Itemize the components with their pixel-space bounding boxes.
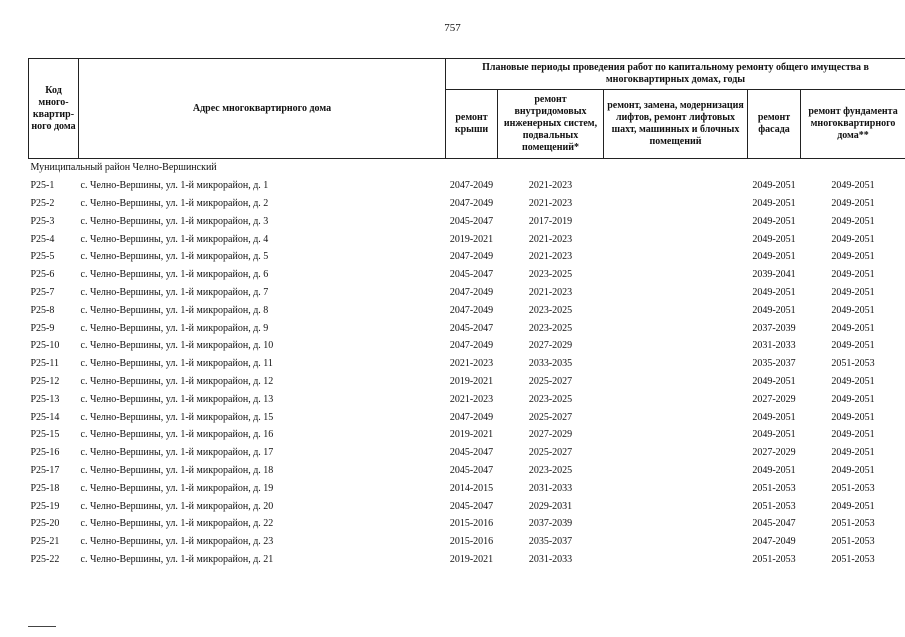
cell-address: с. Челно-Вершины, ул. 1-й микрорайон, д. 3 [80, 215, 269, 227]
cell-foundation: 2049-2051 [831, 464, 875, 476]
cell-facade: 2049-2051 [752, 233, 796, 245]
cell-roof: 2045-2047 [449, 215, 494, 227]
table-row [29, 462, 905, 480]
cell-facade: 2031-2033 [752, 340, 796, 352]
table-row [29, 515, 905, 533]
cell-facade: 2049-2051 [752, 215, 796, 227]
cell-address: с. Челно-Вершины, ул. 1-й микрорайон, д. 22 [80, 518, 274, 530]
cell-code: Р25-8 [30, 304, 55, 316]
cell-facade: 2049-2051 [752, 429, 796, 441]
cell-foundation: 2051-2053 [831, 536, 875, 548]
table-row [29, 301, 905, 319]
cell-address: с. Челно-Вершины, ул. 1-й микрорайон, д. 15 [80, 411, 274, 423]
cell-elevators [604, 195, 748, 213]
cell-code: Р25-12 [30, 375, 60, 387]
cell-roof: 2045-2047 [449, 464, 494, 476]
cell-facade: 2049-2051 [752, 197, 796, 209]
cell-address: с. Челно-Вершины, ул. 1-й микрорайон, д. 21 [80, 553, 274, 565]
cell-elevators [604, 355, 748, 373]
table-row [29, 337, 905, 355]
cell-roof: 2015-2016 [449, 518, 494, 530]
cell-elevators [604, 248, 748, 266]
cell-address: с. Челно-Вершины, ул. 1-й микрорайон, д. 5 [80, 251, 269, 263]
cell-facade: 2049-2051 [752, 251, 796, 263]
cell-address: с. Челно-Вершины, ул. 1-й микрорайон, д. 18 [80, 464, 274, 476]
cell-elevators [604, 373, 748, 391]
cell-foundation: 2049-2051 [831, 375, 875, 387]
cell-facade: 2051-2053 [752, 553, 796, 565]
cell-foundation: 2051-2053 [831, 358, 875, 370]
cell-systems: 2031-2033 [528, 553, 573, 565]
cell-code: Р25-4 [30, 233, 55, 245]
cell-roof: 2045-2047 [449, 322, 494, 334]
cell-roof: 2019-2021 [449, 429, 494, 441]
cell-systems: 2021-2023 [528, 233, 573, 245]
cell-roof: 2014-2015 [449, 482, 494, 494]
page-number: 757 [444, 22, 461, 34]
cell-foundation: 2049-2051 [831, 429, 875, 441]
cell-address: с. Челно-Вершины, ул. 1-й микрорайон, д. 2 [80, 197, 269, 209]
cell-code: Р25-11 [30, 358, 60, 370]
cell-code: Р25-3 [30, 215, 55, 227]
table-row [29, 373, 905, 391]
cell-address: с. Челно-Вершины, ул. 1-й микрорайон, д. 6 [80, 269, 269, 281]
cell-elevators [604, 284, 748, 302]
cell-code: Р25-18 [30, 482, 60, 494]
cell-address: с. Челно-Вершины, ул. 1-й микрорайон, д. 13 [80, 393, 274, 405]
cell-systems: 2025-2027 [528, 411, 573, 423]
cell-foundation: 2051-2053 [831, 482, 875, 494]
region-row [29, 159, 905, 177]
cell-foundation: 2051-2053 [831, 553, 875, 565]
cell-systems: 2021-2023 [528, 286, 573, 298]
cell-address: с. Челно-Вершины, ул. 1-й микрорайон, д. 1 [80, 180, 269, 192]
header-foundation: ремонт фундамента многоквартирного дома** [801, 90, 905, 159]
cell-roof: 2019-2021 [449, 375, 494, 387]
cell-code: Р25-6 [30, 269, 55, 281]
cell-facade: 2051-2053 [752, 500, 796, 512]
cell-systems: 2023-2025 [528, 464, 573, 476]
cell-code: Р25-13 [30, 393, 60, 405]
cell-roof: 2045-2047 [449, 447, 494, 459]
cell-code: Р25-7 [30, 286, 55, 298]
cell-roof: 2047-2049 [449, 180, 494, 192]
cell-systems: 2023-2025 [528, 393, 573, 405]
cell-systems: 2023-2025 [528, 269, 573, 281]
cell-roof: 2015-2016 [449, 536, 494, 548]
cell-address: с. Челно-Вершины, ул. 1-й микрорайон, д. 4 [80, 233, 269, 245]
cell-elevators [604, 533, 748, 551]
footer-divider [28, 626, 56, 627]
cell-code: Р25-20 [30, 518, 60, 530]
cell-code: Р25-1 [30, 180, 55, 192]
table-row [29, 479, 905, 497]
cell-roof: 2047-2049 [449, 411, 494, 423]
cell-roof: 2047-2049 [449, 286, 494, 298]
cell-elevators [604, 479, 748, 497]
cell-code: Р25-21 [30, 536, 60, 548]
cell-foundation: 2051-2053 [831, 518, 875, 530]
cell-address: с. Челно-Вершины, ул. 1-й микрорайон, д. 23 [80, 536, 274, 548]
table-row [29, 390, 905, 408]
cell-address: с. Челно-Вершины, ул. 1-й микрорайон, д. 11 [80, 358, 273, 370]
cell-systems: 2021-2023 [528, 251, 573, 263]
cell-elevators [604, 444, 748, 462]
cell-facade: 2049-2051 [752, 375, 796, 387]
cell-code: Р25-15 [30, 429, 60, 441]
cell-systems: 2037-2039 [528, 518, 573, 530]
cell-roof: 2047-2049 [449, 304, 494, 316]
cell-facade: 2049-2051 [752, 180, 796, 192]
cell-code: Р25-9 [30, 322, 55, 334]
region-name: Муниципальный район Челно-Вершинский [30, 162, 217, 174]
cell-code: Р25-2 [30, 197, 55, 209]
cell-facade: 2049-2051 [752, 464, 796, 476]
header-facade: ремонт фасада [748, 90, 801, 159]
cell-systems: 2023-2025 [528, 304, 573, 316]
cell-foundation: 2049-2051 [831, 233, 875, 245]
cell-elevators [604, 266, 748, 284]
cell-systems: 2027-2029 [528, 429, 573, 441]
table-row [29, 230, 905, 248]
cell-systems: 2031-2033 [528, 482, 573, 494]
table-row [29, 533, 905, 551]
cell-address: с. Челно-Вершины, ул. 1-й микрорайон, д. 19 [80, 482, 274, 494]
table-row [29, 426, 905, 444]
cell-elevators [604, 337, 748, 355]
cell-facade: 2027-2029 [752, 447, 796, 459]
cell-systems: 2021-2023 [528, 180, 573, 192]
table-row [29, 212, 905, 230]
table-row [29, 444, 905, 462]
cell-address: с. Челно-Вершины, ул. 1-й микрорайон, д. 17 [80, 447, 274, 459]
cell-code: Р25-16 [30, 447, 60, 459]
table-row [29, 266, 905, 284]
cell-roof: 2021-2023 [449, 358, 494, 370]
table-row [29, 177, 905, 195]
cell-foundation: 2049-2051 [831, 269, 875, 281]
cell-systems: 2017-2019 [528, 215, 573, 227]
cell-facade: 2035-2037 [752, 358, 796, 370]
cell-address: с. Челно-Вершины, ул. 1-й микрорайон, д. 7 [80, 286, 269, 298]
cell-code: Р25-10 [30, 340, 60, 352]
table-row [29, 284, 905, 302]
cell-foundation: 2049-2051 [831, 304, 875, 316]
cell-facade: 2027-2029 [752, 393, 796, 405]
cell-elevators [604, 177, 748, 195]
cell-elevators [604, 212, 748, 230]
cell-address: с. Челно-Вершины, ул. 1-й микрорайон, д. 9 [80, 322, 269, 334]
cell-foundation: 2049-2051 [831, 322, 875, 334]
cell-code: Р25-22 [30, 553, 60, 565]
cell-systems: 2025-2027 [528, 375, 573, 387]
cell-systems: 2033-2035 [528, 358, 573, 370]
table-row [29, 319, 905, 337]
cell-foundation: 2049-2051 [831, 286, 875, 298]
cell-code: Р25-19 [30, 500, 60, 512]
cell-address: с. Челно-Вершины, ул. 1-й микрорайон, д. 12 [80, 375, 274, 387]
cell-elevators [604, 390, 748, 408]
table-row [29, 195, 905, 213]
cell-address: с. Челно-Вершины, ул. 1-й микрорайон, д. 10 [80, 340, 274, 352]
cell-roof: 2045-2047 [449, 269, 494, 281]
cell-facade: 2045-2047 [752, 518, 796, 530]
cell-roof: 2047-2049 [449, 340, 494, 352]
cell-elevators [604, 462, 748, 480]
cell-address: с. Челно-Вершины, ул. 1-й микрорайон, д. 8 [80, 304, 269, 316]
cell-roof: 2019-2021 [449, 553, 494, 565]
header-elevators: ремонт, замена, модернизация лифтов, ремонт лифтовых шахт, машинных и блочных помещений [604, 90, 748, 159]
cell-code: Р25-5 [30, 251, 55, 263]
table-row [29, 408, 905, 426]
cell-elevators [604, 551, 748, 569]
cell-elevators [604, 301, 748, 319]
cell-systems: 2025-2027 [528, 447, 573, 459]
table-row [29, 551, 905, 569]
cell-facade: 2047-2049 [752, 536, 796, 548]
cell-foundation: 2049-2051 [831, 500, 875, 512]
cell-facade: 2037-2039 [752, 322, 796, 334]
cell-address: с. Челно-Вершины, ул. 1-й микрорайон, д. 16 [80, 429, 274, 441]
header-planned-periods: Плановые периоды проведения работ по капитальному ремонту общего имущества в многоквартирных домах, годы [446, 59, 905, 90]
cell-foundation: 2049-2051 [831, 340, 875, 352]
cell-systems: 2035-2037 [528, 536, 573, 548]
header-address: Адрес многоквартирного дома [79, 59, 446, 159]
table-row [29, 248, 905, 266]
cell-code: Р25-14 [30, 411, 60, 423]
cell-foundation: 2049-2051 [831, 393, 875, 405]
cell-facade: 2049-2051 [752, 411, 796, 423]
cell-elevators [604, 515, 748, 533]
cell-elevators [604, 426, 748, 444]
cell-elevators [604, 497, 748, 515]
cell-code: Р25-17 [30, 464, 60, 476]
cell-roof: 2045-2047 [449, 500, 494, 512]
capital-repair-table [28, 58, 905, 568]
cell-roof: 2047-2049 [449, 251, 494, 263]
cell-roof: 2019-2021 [449, 233, 494, 245]
header-roof: ремонт крыши [446, 90, 498, 159]
cell-facade: 2051-2053 [752, 482, 796, 494]
cell-elevators [604, 230, 748, 248]
cell-systems: 2023-2025 [528, 322, 573, 334]
cell-foundation: 2049-2051 [831, 447, 875, 459]
cell-roof: 2047-2049 [449, 197, 494, 209]
header-code: Код много-квартир-ного дома [29, 59, 79, 159]
cell-foundation: 2049-2051 [831, 215, 875, 227]
cell-facade: 2049-2051 [752, 286, 796, 298]
table-row [29, 497, 905, 515]
header-systems: ремонт внутридомовых инженерных систем, подвальных помещений* [498, 90, 604, 159]
cell-foundation: 2049-2051 [831, 197, 875, 209]
cell-elevators [604, 319, 748, 337]
cell-systems: 2021-2023 [528, 197, 573, 209]
cell-roof: 2021-2023 [449, 393, 494, 405]
cell-systems: 2029-2031 [528, 500, 573, 512]
cell-address: с. Челно-Вершины, ул. 1-й микрорайон, д. 20 [80, 500, 274, 512]
cell-foundation: 2049-2051 [831, 411, 875, 423]
cell-foundation: 2049-2051 [831, 251, 875, 263]
table-row [29, 355, 905, 373]
table-body [29, 159, 905, 569]
cell-foundation: 2049-2051 [831, 180, 875, 192]
cell-facade: 2039-2041 [752, 269, 796, 281]
cell-elevators [604, 408, 748, 426]
cell-facade: 2049-2051 [752, 304, 796, 316]
cell-systems: 2027-2029 [528, 340, 573, 352]
